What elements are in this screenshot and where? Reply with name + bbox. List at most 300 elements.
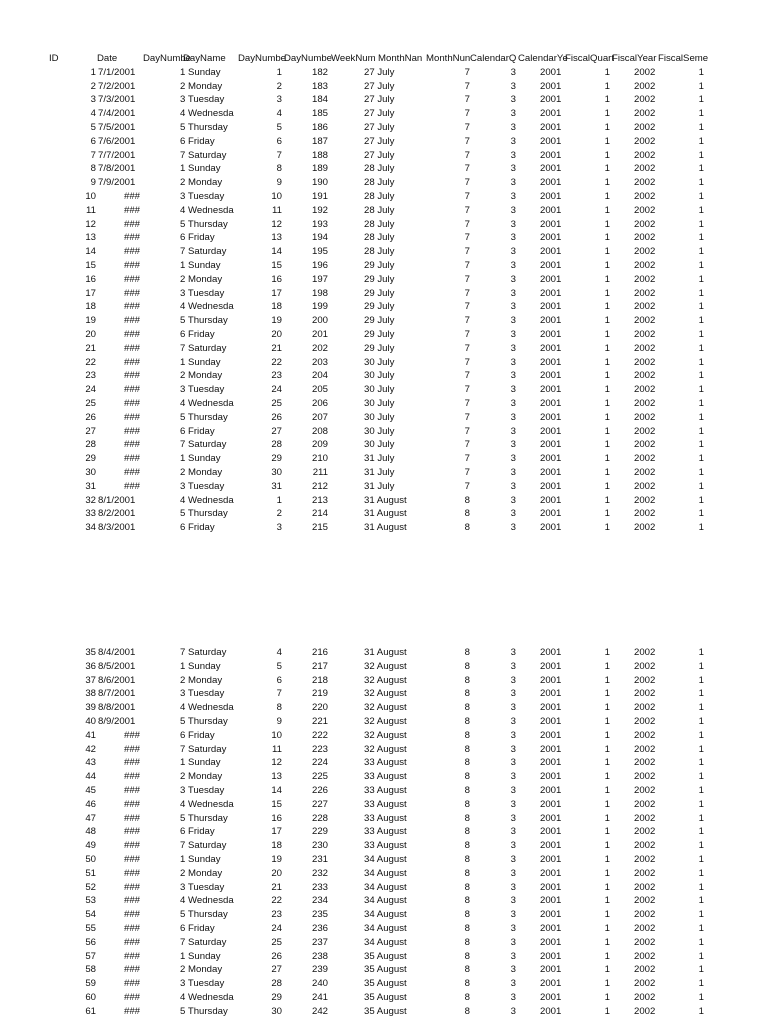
cell-day-of-month: 22 [271,895,282,907]
cell-day-of-year: 194 [311,232,328,244]
cell-calendar-quarter: 3 [510,867,516,879]
table-row [0,466,768,480]
cell-dayname: 1 Sunday [180,757,221,769]
cell-fiscal-semester: 1 [698,757,704,769]
cell-day-of-month: 11 [272,743,282,755]
cell-week-month: 31 July [364,480,395,492]
cell-calendar-quarter: 3 [510,80,516,92]
cell-month-number: 8 [464,674,470,686]
cell-id: 3 [90,94,96,106]
table-row [0,991,768,1005]
cell-fiscal-year: 2002 [634,1005,656,1017]
cell-day-of-month: 28 [271,439,282,451]
cell-fiscal-quarter: 1 [604,425,610,437]
cell-week-month: 31 August [364,522,407,534]
cell-dayname: 1 Sunday [180,453,221,465]
cell-calendar-year: 2001 [540,397,562,409]
cell-calendar-year: 2001 [540,121,562,133]
cell-calendar-year: 2001 [540,411,562,423]
cell-dayname: 7 Saturday [180,936,227,948]
cell-month-number: 7 [464,204,470,216]
cell-month-number: 8 [464,936,470,948]
cell-id: 52 [85,881,96,893]
cell-month-number: 7 [464,259,470,271]
cell-fiscal-year: 2002 [634,135,656,147]
cell-fiscal-semester: 1 [698,798,704,810]
rows-bottom [0,646,768,1019]
cell-fiscal-year: 2002 [634,246,656,258]
cell-day-of-month: 17 [271,826,282,838]
cell-calendar-quarter: 3 [510,522,516,534]
cell-dayname: 2 Monday [180,466,223,478]
cell-fiscal-semester: 1 [698,135,704,147]
cell-day-of-year: 223 [311,743,328,755]
cell-fiscal-year: 2002 [634,108,656,120]
cell-dayname: 2 Monday [180,80,223,92]
cell-month-number: 7 [464,218,470,230]
cell-week-month: 32 August [364,674,407,686]
cell-id: 25 [85,397,96,409]
cell-fiscal-quarter: 1 [604,909,610,921]
cell-calendar-year: 2001 [540,177,562,189]
cell-calendar-quarter: 3 [510,287,516,299]
cell-fiscal-year: 2002 [634,453,656,465]
cell-dayname: 5 Thursday [180,218,228,230]
cell-calendar-year: 2001 [540,66,562,78]
cell-date: ### [123,425,140,437]
cell-day-of-month: 8 [276,702,282,714]
table-row [0,922,768,936]
cell-fiscal-quarter: 1 [604,287,610,299]
cell-dayname: 2 Monday [180,771,223,783]
cell-day-of-month: 10 [271,190,282,202]
cell-fiscal-quarter: 1 [604,94,610,106]
cell-date: ### [123,411,140,423]
cell-id: 20 [85,328,96,340]
cell-calendar-quarter: 3 [510,494,516,506]
cell-fiscal-quarter: 1 [604,480,610,492]
header-row [0,52,768,66]
cell-day-of-month: 16 [271,273,282,285]
cell-week-month: 35 August [364,978,407,990]
cell-date: ### [123,453,140,465]
cell-fiscal-year: 2002 [634,80,656,92]
cell-fiscal-quarter: 1 [604,757,610,769]
table-row [0,687,768,701]
cell-fiscal-semester: 1 [698,895,704,907]
cell-fiscal-semester: 1 [698,647,704,658]
cell-calendar-quarter: 3 [510,480,516,492]
cell-month-number: 8 [464,798,470,810]
cell-calendar-year: 2001 [540,702,562,714]
cell-fiscal-semester: 1 [698,743,704,755]
cell-date: ### [123,204,140,216]
cell-calendar-quarter: 3 [510,301,516,313]
cell-id: 5 [90,121,96,133]
cell-calendar-year: 2001 [540,1005,562,1017]
cell-month-number: 7 [464,80,470,92]
cell-fiscal-semester: 1 [698,163,704,175]
cell-dayname: 1 Sunday [180,660,221,672]
cell-date: 8/7/2001 [98,688,136,700]
cell-calendar-quarter: 3 [510,895,516,907]
cell-id: 6 [90,135,96,147]
cell-day-of-year: 231 [311,853,328,865]
table-row [0,494,768,508]
cell-day-of-year: 191 [311,190,328,202]
cell-date: ### [123,301,140,313]
cell-dayname: 1 Sunday [180,356,221,368]
cell-week-month: 34 August [364,936,407,948]
cell-calendar-year: 2001 [540,204,562,216]
cell-calendar-year: 2001 [540,259,562,271]
cell-id: 56 [85,936,96,948]
cell-id: 16 [85,273,96,285]
cell-dayname: 2 Monday [180,370,223,382]
cell-fiscal-semester: 1 [698,729,704,741]
cell-fiscal-semester: 1 [698,259,704,271]
cell-day-of-year: 235 [311,909,328,921]
cell-dayname: 4 Wednesda [180,991,234,1003]
cell-id: 58 [85,964,96,976]
cell-week-month: 33 August [364,771,407,783]
cell-fiscal-quarter: 1 [604,798,610,810]
cell-calendar-quarter: 3 [510,798,516,810]
table-row [0,743,768,757]
cell-day-of-month: 4 [276,108,282,120]
cell-date: ### [123,743,140,755]
table-row [0,701,768,715]
table-row [0,1005,768,1019]
cell-date: ### [123,978,140,990]
cell-fiscal-semester: 1 [698,66,704,78]
cell-calendar-quarter: 3 [510,108,516,120]
cell-calendar-year: 2001 [540,273,562,285]
cell-dayname: 1 Sunday [180,259,221,271]
cell-id: 23 [85,370,96,382]
table-row [0,936,768,950]
cell-week-month: 31 August [364,508,407,520]
cell-week-month: 29 July [364,328,395,340]
cell-month-number: 8 [464,1005,470,1017]
cell-calendar-year: 2001 [540,757,562,769]
cell-id: 10 [85,190,96,202]
cell-fiscal-quarter: 1 [604,1005,610,1017]
cell-week-month: 34 August [364,922,407,934]
cell-day-of-year: 211 [312,466,328,478]
cell-fiscal-quarter: 1 [604,121,610,133]
cell-calendar-year: 2001 [540,688,562,700]
cell-calendar-year: 2001 [540,508,562,520]
cell-fiscal-year: 2002 [634,370,656,382]
cell-day-of-year: 213 [311,494,328,506]
table-row [0,438,768,452]
cell-fiscal-semester: 1 [698,508,704,520]
cell-day-of-year: 225 [311,771,328,783]
cell-calendar-quarter: 3 [510,964,516,976]
cell-calendar-year: 2001 [540,425,562,437]
cell-calendar-year: 2001 [540,370,562,382]
cell-day-of-month: 19 [271,315,282,327]
cell-fiscal-year: 2002 [634,950,656,962]
table-block-bottom [0,646,768,1019]
cell-calendar-quarter: 3 [510,826,516,838]
cell-calendar-year: 2001 [540,936,562,948]
cell-fiscal-semester: 1 [698,881,704,893]
cell-calendar-year: 2001 [540,895,562,907]
cell-day-of-month: 3 [276,94,282,106]
cell-fiscal-year: 2002 [634,301,656,313]
cell-calendar-year: 2001 [540,991,562,1003]
cell-month-number: 7 [464,411,470,423]
cell-fiscal-semester: 1 [698,246,704,258]
cell-date: ### [123,881,140,893]
cell-calendar-quarter: 3 [510,660,516,672]
cell-id: 54 [85,909,96,921]
cell-fiscal-quarter: 1 [604,218,610,230]
table-row [0,784,768,798]
cell-calendar-year: 2001 [540,798,562,810]
table-row [0,287,768,301]
cell-day-of-year: 217 [311,660,328,672]
cell-date: ### [123,342,140,354]
cell-fiscal-semester: 1 [698,784,704,796]
cell-dayname: 6 Friday [180,232,215,244]
table-row [0,894,768,908]
cell-fiscal-semester: 1 [698,715,704,727]
cell-calendar-quarter: 3 [510,702,516,714]
cell-id: 36 [85,660,96,672]
cell-fiscal-year: 2002 [634,909,656,921]
cell-fiscal-semester: 1 [698,301,704,313]
cell-id: 12 [85,218,96,230]
cell-calendar-year: 2001 [540,315,562,327]
cell-fiscal-quarter: 1 [604,494,610,506]
cell-calendar-year: 2001 [540,729,562,741]
cell-fiscal-quarter: 1 [604,867,610,879]
cell-day-of-month: 26 [271,411,282,423]
cell-id: 51 [85,867,96,879]
cell-fiscal-quarter: 1 [604,964,610,976]
table-row [0,853,768,867]
cell-fiscal-semester: 1 [698,411,704,423]
cell-month-number: 8 [464,964,470,976]
cell-calendar-year: 2001 [540,328,562,340]
cell-fiscal-quarter: 1 [604,315,610,327]
cell-month-number: 8 [464,494,470,506]
cell-day-of-year: 219 [311,688,328,700]
cell-fiscal-year: 2002 [634,922,656,934]
cell-day-of-month: 21 [271,881,282,893]
cell-week-month: 30 July [364,411,395,423]
cell-dayname: 7 Saturday [180,246,227,258]
cell-calendar-quarter: 3 [510,397,516,409]
cell-day-of-month: 5 [276,121,282,133]
cell-id: 50 [85,853,96,865]
cell-date: ### [123,384,140,396]
cell-date: 7/4/2001 [98,108,136,120]
cell-date: ### [123,218,140,230]
cell-fiscal-year: 2002 [634,287,656,299]
cell-day-of-year: 201 [311,328,328,340]
cell-day-of-year: 222 [311,729,328,741]
cell-fiscal-year: 2002 [634,674,656,686]
cell-calendar-quarter: 3 [510,232,516,244]
cell-calendar-quarter: 3 [510,135,516,147]
cell-dayname: 7 Saturday [180,342,227,354]
cell-calendar-quarter: 3 [510,190,516,202]
cell-month-number: 7 [464,328,470,340]
cell-day-of-month: 23 [271,370,282,382]
cell-calendar-quarter: 3 [510,508,516,520]
table-row [0,383,768,397]
cell-dayname: 3 Tuesday [180,978,225,990]
cell-month-number: 7 [464,94,470,106]
cell-day-of-month: 14 [271,246,282,258]
cell-month-number: 7 [464,108,470,120]
cell-date: 7/3/2001 [98,94,136,106]
cell-month-number: 7 [464,356,470,368]
cell-week-month: 27 July [364,66,395,78]
cell-calendar-quarter: 3 [510,757,516,769]
cell-id: 61 [85,1005,96,1017]
cell-fiscal-year: 2002 [634,342,656,354]
table-row [0,881,768,895]
cell-day-of-month: 24 [271,922,282,934]
cell-id: 32 [85,494,96,506]
cell-id: 24 [85,384,96,396]
cell-fiscal-quarter: 1 [604,660,610,672]
cell-calendar-quarter: 3 [510,121,516,133]
table-row [0,135,768,149]
cell-calendar-quarter: 3 [510,1005,516,1017]
cell-dayname: 4 Wednesda [180,798,234,810]
cell-fiscal-quarter: 1 [604,771,610,783]
cell-calendar-quarter: 3 [510,784,516,796]
cell-fiscal-semester: 1 [698,480,704,492]
table-row [0,245,768,259]
cell-week-month: 28 July [364,232,395,244]
cell-calendar-quarter: 3 [510,647,516,658]
cell-day-of-year: 207 [311,411,328,423]
cell-fiscal-quarter: 1 [604,784,610,796]
cell-fiscal-quarter: 1 [604,342,610,354]
cell-week-month: 28 July [364,204,395,216]
cell-calendar-year: 2001 [540,232,562,244]
cell-month-number: 8 [464,909,470,921]
cell-calendar-quarter: 3 [510,936,516,948]
cell-fiscal-year: 2002 [634,218,656,230]
cell-id: 33 [85,508,96,520]
cell-week-month: 30 July [364,397,395,409]
cell-dayname: 2 Monday [180,177,223,189]
cell-calendar-year: 2001 [540,453,562,465]
cell-week-month: 33 August [364,784,407,796]
cell-day-of-month: 22 [271,356,282,368]
cell-fiscal-year: 2002 [634,867,656,879]
cell-day-of-year: 210 [311,453,328,465]
cell-date: 8/6/2001 [98,674,136,686]
cell-fiscal-quarter: 1 [604,715,610,727]
cell-day-of-month: 16 [271,812,282,824]
cell-fiscal-year: 2002 [634,660,656,672]
cell-fiscal-semester: 1 [698,922,704,934]
cell-day-of-year: 204 [311,370,328,382]
cell-month-number: 7 [464,425,470,437]
cell-dayname: 7 Saturday [180,439,227,451]
cell-id: 55 [85,922,96,934]
cell-fiscal-semester: 1 [698,315,704,327]
cell-month-number: 8 [464,978,470,990]
cell-date: 7/5/2001 [98,121,136,133]
cell-calendar-year: 2001 [540,647,562,658]
cell-week-month: 27 July [364,121,395,133]
cell-fiscal-semester: 1 [698,978,704,990]
cell-week-month: 29 July [364,315,395,327]
cell-id: 40 [85,715,96,727]
cell-dayname: 4 Wednesda [180,108,234,120]
cell-calendar-year: 2001 [540,853,562,865]
cell-fiscal-quarter: 1 [604,301,610,313]
cell-date: ### [123,273,140,285]
cell-calendar-quarter: 3 [510,453,516,465]
cell-fiscal-quarter: 1 [604,384,610,396]
cell-calendar-quarter: 3 [510,259,516,271]
cell-calendar-year: 2001 [540,439,562,451]
cell-day-of-year: 221 [311,715,328,727]
cell-week-month: 29 July [364,259,395,271]
cell-dayname: 4 Wednesda [180,397,234,409]
cell-week-month: 34 August [364,909,407,921]
cell-day-of-month: 19 [271,853,282,865]
cell-day-of-month: 18 [271,840,282,852]
cell-day-of-year: 224 [311,757,328,769]
cell-day-of-month: 28 [271,978,282,990]
cell-month-number: 8 [464,950,470,962]
cell-dayname: 5 Thursday [180,715,228,727]
cell-day-of-year: 196 [311,259,328,271]
cell-dayname: 4 Wednesda [180,895,234,907]
table-row [0,190,768,204]
cell-day-of-month: 14 [271,784,282,796]
cell-calendar-year: 2001 [540,522,562,534]
cell-calendar-quarter: 3 [510,328,516,340]
cell-date: ### [123,840,140,852]
cell-month-number: 8 [464,743,470,755]
cell-calendar-quarter: 3 [510,853,516,865]
cell-fiscal-year: 2002 [634,771,656,783]
cell-week-month: 33 August [364,812,407,824]
cell-calendar-year: 2001 [540,950,562,962]
cell-fiscal-quarter: 1 [604,978,610,990]
cell-date: 8/5/2001 [98,660,136,672]
table-row [0,480,768,494]
cell-month-number: 8 [464,522,470,534]
cell-fiscal-semester: 1 [698,94,704,106]
cell-calendar-year: 2001 [540,812,562,824]
cell-dayname: 6 Friday [180,135,215,147]
table-row [0,507,768,521]
cell-fiscal-year: 2002 [634,978,656,990]
cell-id: 53 [85,895,96,907]
cell-week-month: 33 August [364,826,407,838]
cell-fiscal-semester: 1 [698,702,704,714]
cell-id: 44 [85,771,96,783]
cell-fiscal-quarter: 1 [604,273,610,285]
cell-fiscal-quarter: 1 [604,149,610,161]
cell-day-of-month: 15 [271,259,282,271]
cell-day-of-year: 183 [311,80,328,92]
